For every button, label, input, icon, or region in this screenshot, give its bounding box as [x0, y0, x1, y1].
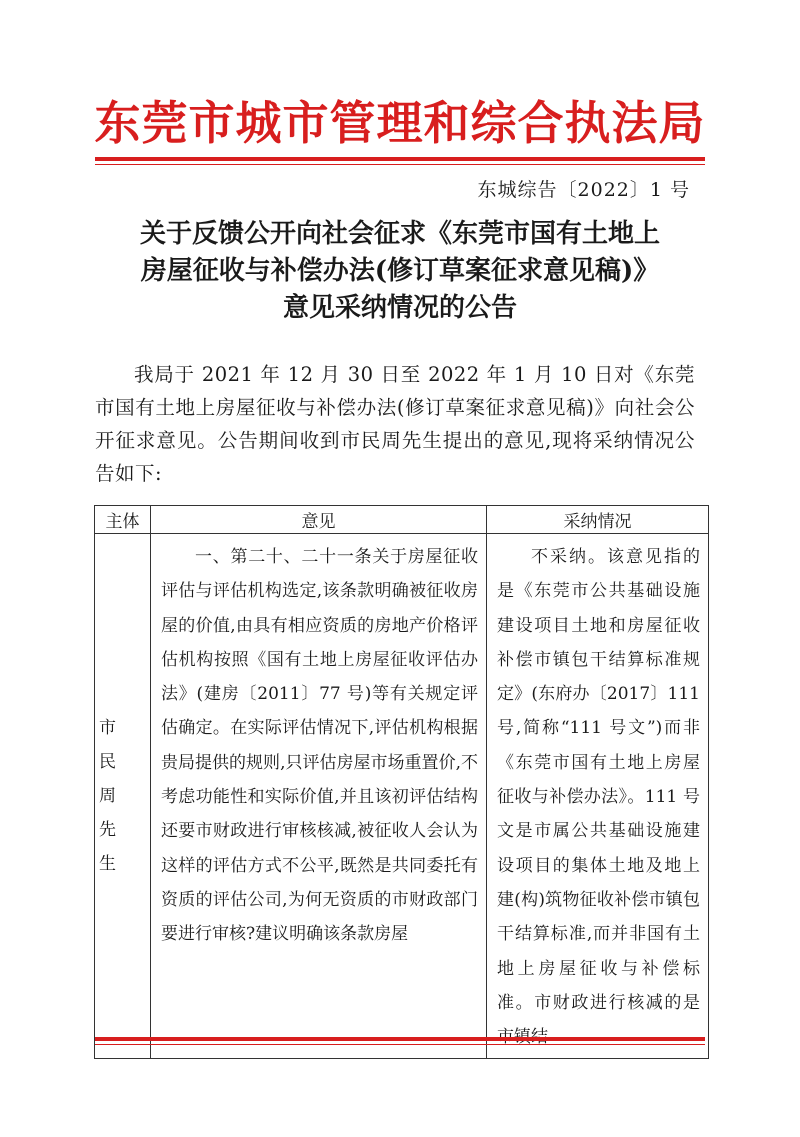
opinion-cell [151, 534, 487, 1059]
opinions-table [94, 505, 709, 1059]
header-subject: 主体 [95, 506, 151, 534]
title-line-3: 意见采纳情况的公告 [282, 293, 517, 323]
document-number: 东城综告〔2022〕1 号 [477, 179, 690, 201]
header-adoption: 采纳情况 [487, 506, 709, 534]
notice-title [80, 216, 720, 327]
footer-rule-thin [95, 1044, 705, 1045]
header-rule-thick [95, 157, 705, 161]
title-line-1: 关于反馈公开向社会征求《东莞市国有土地上 [139, 219, 660, 249]
table-row [95, 534, 709, 1059]
title-line-2: 房屋征收与补偿办法(修订草案征求意见稿)》 [140, 256, 660, 286]
subject-cell: 市民周先生 [95, 534, 151, 1059]
header-rule-thin [95, 164, 705, 165]
adoption-cell [487, 534, 709, 1059]
intro-paragraph: 我局于 2021 年 12 月 30 日至 2022 年 1 月 10 日对《东莞市国有土地上房屋征收与补偿办法(修订草案征求意见稿)》向社会公开征求意见。公告期间收到市民周先生提出的意见,现将采纳情况公告如下: [95, 363, 695, 485]
adoption-text: 不采纳。该意见指的是《东莞市公共基础设施建设项目土地和房屋征收补偿市镇包干结算标准规定》(东府办〔2017〕111 号,简称“111 号文”)而非《东莞市国有土地上房屋征收与补偿办法》。111 号文是市属公共基础设施建设项目的集体土地及地上建(构)筑物征收补偿市镇包干结算标准,而并非国有土地上房屋征收与补偿标准。市财政进行核减的是 [497, 547, 700, 1013]
footer-rule-thick [95, 1037, 705, 1041]
table-header-row [95, 506, 709, 534]
header-opinion: 意见 [151, 506, 487, 534]
body-paragraph [95, 358, 695, 490]
agency-header: 东莞市城市管理和综合执法局 [94, 96, 706, 150]
opinion-text: 一、第二十、二十一条关于房屋征收评估与评估机构选定,该条款明确被征收房屋的价值,由具有相应资质的房地产价格评估机构按照《国有土地上房屋征收评估办法》(建房〔2011〕77 号)等有关规定评估确定。在实际评估情况下,评估机构根据贵局提供的规则,只评估房屋市场重置价,不考虑功能性和实际价值,并且该初评估结构还要市财政进行审核核减,被征收人会认为这样的评估方式不公平,既然是共同委托有资质的评估公司,为何无资质的市财政部门要进行审核?建议明确该条款房屋 [161, 547, 478, 945]
